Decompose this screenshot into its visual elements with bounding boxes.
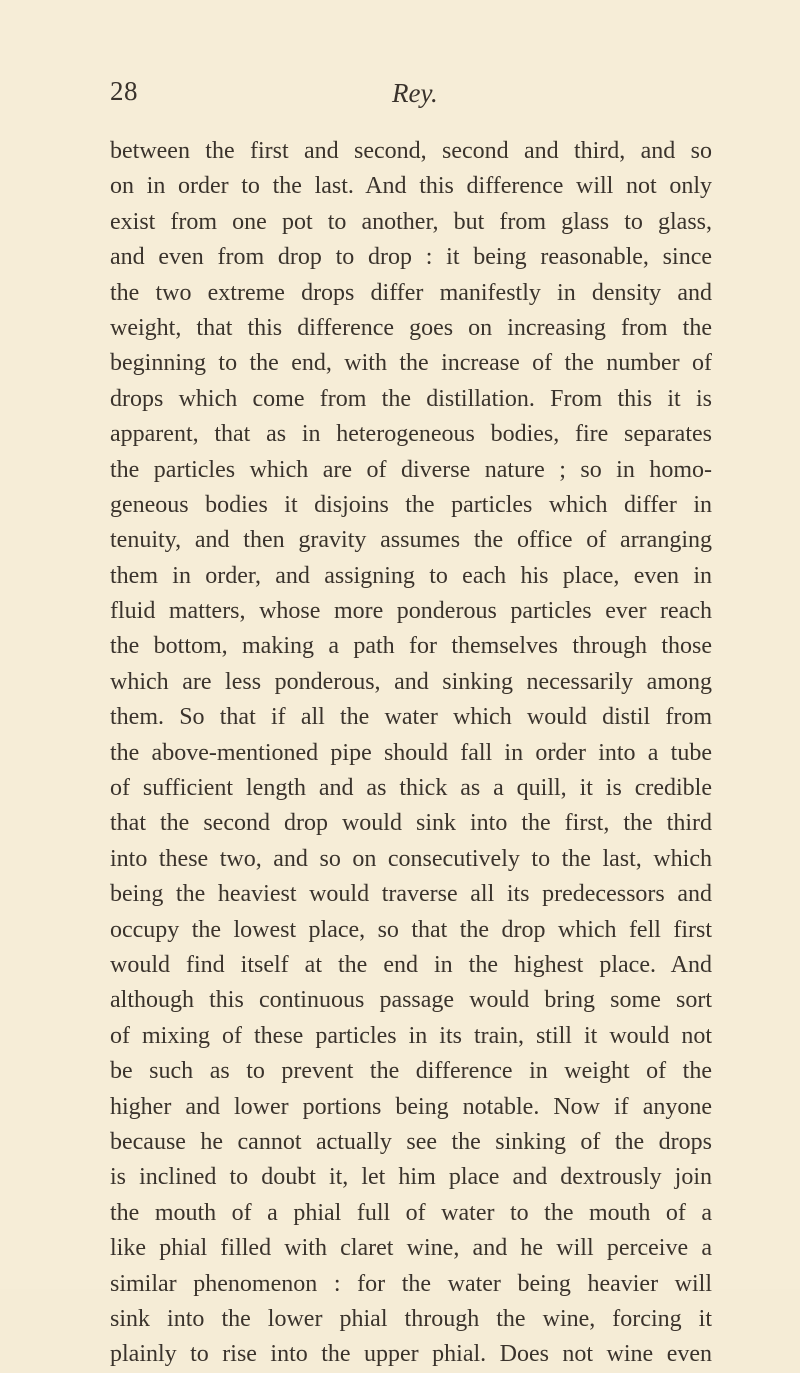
text-line: of sufficient length and as thick as a quill, it is credible [110, 775, 712, 802]
text-line: of mixing of these particles in its train, still it would not [110, 1022, 712, 1049]
text-line: the two extreme drops differ manifestly in density and [110, 279, 712, 306]
text-line: fluid matters, whose more ponderous particles ever reach [110, 598, 712, 625]
text-line: into these two, and so on consecutively to the last, which [110, 845, 712, 872]
page-header [0, 76, 800, 116]
text-line: that the second drop would sink into the first, the third [110, 810, 712, 837]
body-text [110, 134, 712, 1373]
text-line: being the heaviest would traverse all its predecessors and [110, 881, 712, 908]
text-line: the mouth of a phial full of water to the mouth of a [110, 1199, 712, 1226]
text-line: exist from one pot to another, but from glass to glass, [110, 208, 712, 235]
text-line: is inclined to doubt it, let him place and dextrously join [110, 1164, 712, 1191]
text-line: sink into the lower phial through the wine, forcing it [110, 1305, 712, 1332]
text-line: and even from drop to drop : it being reasonable, since [110, 244, 712, 271]
text-line: the bottom, making a path for themselves through those [110, 633, 712, 660]
text-line: them. So that if all the water which would distil from [110, 704, 712, 731]
page-number: 28 [110, 76, 138, 106]
running-head: Rey. [392, 78, 438, 108]
text-line: plainly to rise into the upper phial. Does not wine even [110, 1341, 712, 1368]
text-line: although this continuous passage would bring some sort [110, 987, 712, 1014]
text-line: like phial filled with claret wine, and he will perceive a [110, 1235, 712, 1262]
text-line: would find itself at the end in the highest place. And [110, 951, 712, 978]
text-line: weight, that this difference goes on increasing from the [110, 314, 712, 341]
text-line: beginning to the end, with the increase of the number of [110, 350, 712, 377]
text-line: which are less ponderous, and sinking necessarily among [110, 668, 712, 695]
text-line: higher and lower portions being notable. Now if anyone [110, 1093, 712, 1120]
text-line: between the first and second, second and third, and so [110, 138, 712, 164]
text-line: because he cannot actually see the sinking of the drops [110, 1128, 712, 1155]
text-line: similar phenomenon : for the water being heavier will [110, 1270, 712, 1297]
text-line: tenuity, and then gravity assumes the office of arranging [110, 527, 712, 554]
text-line: the particles which are of diverse nature ; so in homo- [110, 456, 712, 483]
text-line: on in order to the last. And this difference will not only [110, 173, 712, 200]
text-line: them in order, and assigning to each his place, even in [110, 562, 712, 589]
text-line: the above-mentioned pipe should fall in order into a tube [110, 739, 712, 766]
text-line: be such as to prevent the difference in weight of the [110, 1058, 712, 1085]
text-line: apparent, that as in heterogeneous bodies, fire separates [110, 421, 712, 448]
text-line: occupy the lowest place, so that the drop which fell first [110, 916, 712, 943]
text-line: drops which come from the distillation. From this it is [110, 385, 712, 412]
text-line: geneous bodies it disjoins the particles which differ in [110, 491, 712, 518]
